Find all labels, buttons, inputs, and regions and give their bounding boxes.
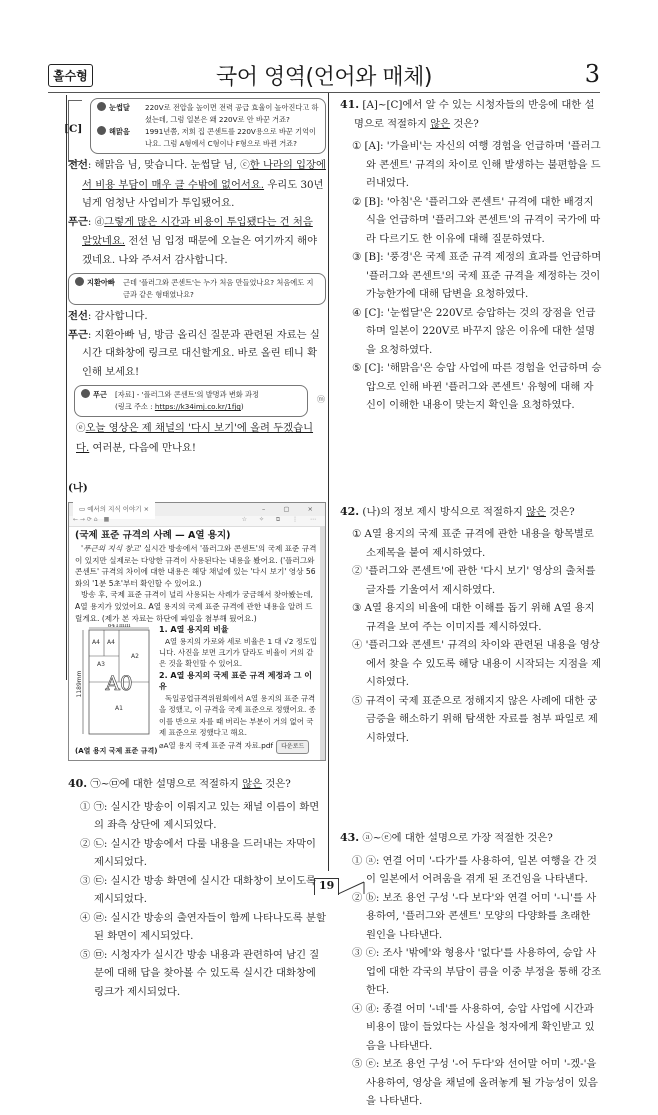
svg-text:1189mm: 1189mm	[76, 670, 83, 698]
paperclip-icon: ⌀	[159, 741, 164, 751]
answer-option-1[interactable]: ① A열 용지의 국제 표준 규격에 관한 내용을 항목별로 소제목을 붙여 제시하였다.	[352, 528, 594, 559]
chat-text: )	[240, 402, 244, 411]
blog-paragraph-1	[75, 543, 319, 589]
dialogue-text: :	[87, 215, 95, 228]
question-stem: ⓐ~ⓔ에 대한 설명으로 가장 적절한 것은?	[362, 832, 553, 844]
answer-option-1[interactable]: ① [A]: '가을비'는 자신의 여행 경험을 언급하며 '플러그와 콘센트' 규격의 차이로 인해 발생하는 불편함을 드러내었다.	[352, 140, 601, 189]
stem-underline: 않은	[526, 505, 546, 518]
column-divider	[328, 93, 329, 871]
speaker-label: 전선	[68, 159, 88, 171]
underlined-text: 그렇게 많은 시간과 비용이 투입됐다는 건 처음 알았네요.	[82, 215, 313, 247]
user-avatar-icon	[97, 102, 106, 111]
footer-page-number: 19	[314, 878, 339, 895]
a-series-diagram	[75, 624, 158, 757]
answer-option-2[interactable]: ② [B]: '아침'은 '플러그와 콘센트' 규격에 대한 배경지식을 언급하며 '플러그와 콘센트'의 규격이 국가에 따라 다르기도 한 이유에 대해 질문하였다.	[352, 195, 601, 245]
marker-c: ⓒ	[240, 160, 250, 171]
answer-option-3[interactable]: ③ ㉢: 실시간 방송 화면에 실시간 대화창이 보이도록 제시되었다.	[80, 874, 316, 906]
toolbar-icons[interactable]: ☆ ✧ ⧉ ⋮ ⋯	[241, 516, 321, 524]
subheading-1: 1. A열 용지의 비율	[159, 625, 229, 635]
italic-source: '푸근의 지식 창고'	[81, 544, 142, 554]
question-number: 41.	[340, 98, 360, 111]
question-stem: [A]~[C]에서 알 수 있는 시청자들의 반응에 대한 설명으로 적절하지	[354, 99, 595, 130]
chat-text: 220V로 전압을 높이면 전력 공급 효율이 높아진다고 하셨는데, 그럼 일본은 왜 220V로 안 바꾼 거죠?	[145, 103, 319, 124]
chat-username: 푸근	[93, 390, 107, 399]
answer-option-4[interactable]: ④ ⓓ: 종결 어미 '-네'를 사용하여, 승압 사업에 시간과 비용이 많이 들었다는 사실을 청자에게 확인받고 있음을 나타낸다.	[352, 1002, 595, 1052]
svg-text:A3: A3	[97, 661, 105, 669]
dialogue-jeonseon-2	[68, 307, 326, 326]
svg-text:A1: A1	[115, 705, 123, 713]
underlined-text: 오늘 영상은 제 채널의 '다시 보기'에 올려 두겠습니다.	[76, 422, 314, 454]
chat-text: 1991년쯤, 저희 집 콘센트를 220V용으로 바꾼 기억이 나요. 그럼 A형에서 C형이나 F형으로 바뀐 거죠?	[145, 127, 316, 148]
svg-text:A4: A4	[92, 639, 100, 647]
nav-buttons-icon[interactable]: ← → ⟳ ⌂	[73, 516, 98, 524]
chat-message	[97, 102, 319, 126]
marker-m: ⓜ	[317, 395, 325, 404]
question-stem: ㉠~㉤에 대한 설명으로 적절하지	[90, 778, 243, 791]
answer-option-2[interactable]: ② ⓑ: 보조 용언 구성 '-다 보다'와 연결 어미 '-니'를 사용하여, '플러그와 콘센트' 모양의 다양화를 초래한 원인을 나타낸다.	[352, 891, 597, 941]
answer-option-5[interactable]: ⑤ 규격이 국제 표준으로 정해지지 않은 사례에 대한 궁금증을 해소하기 위해 탐색한 자료를 첨부 파일로 제시하였다.	[352, 694, 598, 744]
question-stem: 것은?	[545, 505, 575, 518]
question-stem: (나)의 정보 제시 방식으로 적절하지	[362, 505, 527, 518]
question-40	[68, 775, 326, 1001]
svg-text:841mm: 841mm	[107, 624, 131, 630]
scrollbar[interactable]	[320, 527, 325, 761]
speaker-label: 푸근	[68, 328, 88, 341]
chat-username: 눈썹달	[109, 103, 130, 112]
question-stem: 것은?	[262, 778, 291, 791]
subheading-2: 2. A열 용지의 국제 표준 규격 제정과 그 이유	[159, 670, 312, 692]
answer-option-4[interactable]: ④ [C]: '눈썹달'은 220V로 승압하는 것의 장점을 언급하며 일본이 220V로 바꾸지 않은 이유에 대한 설명을 요청하였다.	[352, 306, 596, 356]
dialogue-pugeun-1	[68, 213, 326, 270]
answer-option-1[interactable]: ① ⓐ: 연결 어미 '-다가'를 사용하여, 일본 여행을 간 것이 일본에서 어려움을 겪게 된 조건임을 나타낸다.	[352, 854, 597, 885]
stem-underline: 않은	[242, 778, 263, 791]
paragraph-text: 실시간 방송에서 '플러그와 콘센트'의 국제 표준 규격이 있지만 실제로는 다양한 규격이 사용된다는 내용을 봤어요. ('플러그와 콘센트' 규격의 차이에 대한 내용은 해당 채널에 있는 '다시 보기' 영상 56화의 '1분 5초'부터 확인할 수 있어요.)	[75, 544, 317, 588]
address-input[interactable]: ■	[103, 516, 110, 524]
figure-caption: (A열 용지 국제 표준 규격)	[75, 746, 158, 755]
speaker-label: 전선	[68, 310, 88, 322]
page-title: 국어 영역(언어와 매체)	[216, 65, 432, 90]
blog-page	[69, 527, 325, 761]
dialogue-text: 우리도 30년 넘게 엄청난 사업비가 투입됐어요.	[82, 178, 324, 209]
marker-d: ⓓ	[94, 216, 105, 228]
subsection-2-text: 독일공업규격위원회에서 A열 용지의 표준 규격을 정했고, 이 규격을 국제 표준으로 정했어요. 종이를 반으로 자를 때 버리는 부분이 거의 없어 국제 표준으로 정했다고 해요.	[159, 693, 316, 737]
page-header	[48, 60, 600, 94]
right-column	[340, 96, 602, 1115]
answer-option-3[interactable]: ③ [B]: '풍경'은 국제 표준 규격 제정의 효과를 언급하며 '플러그와 콘센트'의 국제 표준 규격을 제정하는 것이 가능한가에 대해 답변을 요청하였다.	[352, 251, 602, 300]
chat-link[interactable]: https://k34imj.co.kr/1fjg	[154, 402, 241, 411]
section-label-na: (나)	[68, 482, 88, 494]
dialogue-text: : 감사합니다.	[87, 310, 148, 322]
question-number: 40.	[68, 777, 88, 791]
chat-text: (링크 주소 :	[115, 402, 155, 411]
tab-title: 예서의 지식 이야기	[87, 504, 142, 513]
subsection-1-text: A열 용지의 가로와 세로 비율은 1 대 √2 정도입니다. 사진을 보면 크기가 달라도 비율이 거의 같은 것을 확인할 수 있어요.	[159, 636, 318, 669]
answer-option-1[interactable]: ① ㉠: 실시간 방송이 이뤄지고 있는 채널 이름이 화면의 좌측 상단에 제시되었다.	[80, 800, 320, 832]
browser-window	[68, 502, 326, 762]
user-avatar-icon	[81, 389, 90, 398]
browser-address-bar	[69, 516, 325, 527]
download-button[interactable]: 다운로드	[276, 740, 309, 753]
answer-option-2[interactable]: ② '플러그와 콘센트'에 관한 '다시 보기' 영상의 출처를 글자를 기울여서 제시하였다.	[352, 565, 596, 596]
answer-option-4[interactable]: ④ '플러그와 콘센트' 규격의 차이와 관련된 내용을 영상에서 찾을 수 있도록 해당 내용이 시작되는 지점을 제시하였다.	[352, 639, 602, 688]
left-column	[64, 96, 326, 1005]
section-page-number: 3	[584, 60, 600, 88]
header-divider	[48, 92, 600, 93]
chat-bubble-jihwan	[68, 273, 326, 305]
window-controls[interactable]: – ▢ ×	[262, 504, 321, 513]
question-42	[340, 503, 602, 748]
dialogue-jeonseon-1	[68, 156, 326, 213]
answer-option-3[interactable]: ③ ⓒ: 조사 '밖에'와 형용사 '없다'를 사용하여, 승압 사업에 대한 각국의 부담이 큼을 이중 부정을 통해 강조한다.	[352, 947, 602, 996]
chat-username: 해맑음	[109, 127, 130, 136]
question-stem: 것은?	[450, 117, 479, 130]
dialogue-closing	[68, 419, 326, 457]
chat-text: 근데 '플러그와 콘센트'는 누가 처음 만들었나요? 처음에도 지금과 같은 형태였나요?	[123, 278, 314, 299]
a-paper-sizes-figure	[75, 624, 155, 742]
dialogue-text: 전선 님 입정 때문에 오늘은 여기까지 해야겠네요. 나와 주셔서 감사합니다.	[82, 235, 318, 266]
chat-bubble-c	[90, 98, 326, 154]
svg-text:A0: A0	[105, 671, 133, 696]
attachment-row	[159, 740, 319, 753]
bracket-c-label: [C]	[64, 123, 83, 135]
dialogue-pugeun-2	[68, 326, 326, 382]
question-43	[340, 829, 602, 1111]
answer-option-2[interactable]: ② ㉡: 실시간 방송에서 다룰 내용을 드러내는 자막이 제시되었다.	[80, 837, 316, 869]
question-41	[340, 96, 602, 415]
dialogue-text: : 해맑음 님, 맞습니다. 눈썹달 님,	[87, 159, 241, 171]
speaker-label: 푸근	[68, 215, 88, 228]
chat-bubble-pugeun	[74, 385, 325, 417]
underlined-text: 한 나라의 입장에서 비용 부담이 매우 클 수밖에 없어서요.	[82, 159, 326, 191]
figure-row	[75, 624, 319, 757]
user-avatar-icon	[75, 277, 84, 286]
question-number: 43.	[340, 831, 360, 844]
form-type-badge: 홀수형	[48, 64, 93, 87]
blog-paragraph-2: 방송 후, 국제 표준 규격이 널리 사용되는 사례가 궁금해서 찾아봤는데, A열 용지가 있었어요. A열 용지의 국제 표준 규격에 관한 내용을 알려 드릴게요. (제가 본 자료는 하단에 파일을 첨부해 뒀어요.)	[75, 590, 313, 623]
answer-option-3[interactable]: ③ A열 용지의 비율에 대한 이해를 돕기 위해 A열 용지 규격을 보여 주는 이미지를 제시하였다.	[352, 602, 595, 633]
browser-tab[interactable]: ▭ 예서의 지식 이야기 ×	[73, 499, 155, 520]
footer-decoration	[338, 880, 366, 894]
figure-text	[159, 624, 319, 757]
blog-heading: (국제 표준 규격의 사례 — A열 용지)	[75, 529, 231, 541]
answer-option-4[interactable]: ④ ㉣: 실시간 방송의 출연자들이 함께 나타나도록 분할된 화면이 제시되었다.	[80, 911, 326, 943]
user-avatar-icon	[97, 126, 106, 135]
bracket-c-block	[64, 98, 326, 154]
dialogue-text: : 지환아빠 님, 방금 올리신 질문과 관련된 자료는 실시간 대화창에 링크로 대신할게요. 바로 올린 테니 확인해 보세요!	[82, 328, 320, 378]
marker-e: ⓔ	[76, 423, 86, 434]
svg-text:A2: A2	[131, 653, 139, 661]
tab-close-icon[interactable]: ×	[143, 504, 150, 513]
stem-underline: 않은	[430, 117, 451, 130]
answer-option-5[interactable]: ⑤ ㉤: 시청자가 실시간 방송 내용과 관련하여 남긴 질문에 대해 답을 찾아볼 수 있도록 실시간 대화창에 링크가 제시되었다.	[80, 948, 320, 998]
attachment-filename[interactable]: A열 용지 국제 표준 규격 자료.pdf	[163, 741, 274, 751]
question-number: 42.	[340, 504, 360, 518]
svg-text:A4: A4	[107, 639, 115, 647]
answer-option-5[interactable]: ⑤ ⓔ: 보조 용언 구성 '-어 두다'와 선어말 어미 '-겠-'을 사용하여, 영상을 채널에 올려놓게 될 가능성이 있음을 나타낸다.	[352, 1058, 598, 1107]
dialogue-text: 여러분, 다음에 만나요!	[89, 441, 196, 454]
answer-option-5[interactable]: ⑤ [C]: '해맑음'은 승압 사업에 따른 경험을 언급하며 승압으로 인해 바뀐 '플러그와 콘센트' 유형에 대해 자신이 이해한 내용이 맞는지 확인을 요청하였다.	[352, 362, 602, 411]
chat-message	[97, 126, 319, 150]
chat-username: 지환아빠	[87, 278, 115, 287]
chat-text: [자료] - '플러그와 콘센트'의 발명과 변화 과정	[115, 390, 259, 399]
left-margin-line	[66, 95, 67, 680]
